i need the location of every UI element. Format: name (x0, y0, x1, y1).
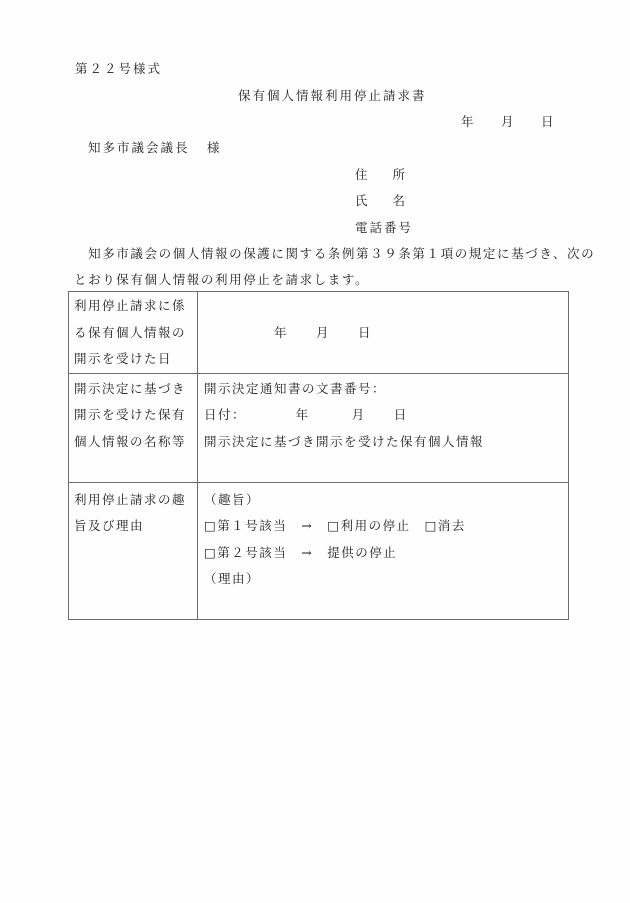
addressee-honorific: 様 (207, 140, 220, 155)
disclosure-date-value: 年 月 日 (204, 324, 373, 340)
label-line: 開示決定に基づき (74, 380, 187, 396)
label-line: 個人情報の名称等 (74, 433, 187, 449)
label-line: 開示を受けた日 (74, 351, 173, 366)
form-number: 第２２号様式 (75, 61, 163, 76)
address-label: 住 所 (355, 167, 406, 182)
label-purpose-reason (69, 482, 198, 620)
disclosed-info-name: 開示決定に基づき開示を受けた保有個人情報 (204, 433, 485, 449)
document-title: 保有個人情報利用停止請求書 (238, 88, 427, 103)
option-item-2-checkbox[interactable]: □第２号該当 → 提供の停止 (204, 544, 398, 560)
content-line (198, 593, 568, 620)
field-disclosure-date[interactable] (198, 292, 569, 374)
label-line: 利用停止請求に係 (74, 298, 187, 313)
label-line: 開示を受けた保有 (74, 407, 187, 422)
date-month: 月 (501, 114, 514, 129)
label-line: る保有個人情報の (74, 324, 187, 340)
field-disclosed-info[interactable] (198, 373, 569, 482)
label-line: 利用停止請求の趣 (74, 491, 187, 507)
notice-date: 日付： 年 月 日 (204, 407, 408, 422)
reason-heading: （理由） (204, 571, 261, 586)
intro-line-2: とおり保有個人情報の利用停止を請求します。 (74, 272, 370, 287)
table-row-purpose-reason (69, 482, 569, 620)
label-line: 旨及び理由 (74, 518, 145, 533)
label-disclosure-date (69, 292, 198, 374)
purpose-heading: （趣旨） (204, 491, 261, 507)
date-year: 年 (461, 114, 474, 129)
notice-document-number: 開示決定通知書の文書番号： (204, 380, 387, 396)
label-line (69, 540, 197, 567)
name-label: 氏 名 (355, 193, 406, 208)
phone-label: 電話番号 (355, 220, 414, 235)
table-row-disclosure-date (69, 292, 569, 374)
label-line (69, 566, 197, 593)
content-line (198, 455, 568, 482)
intro-line-1: 知多市議会の個人情報の保護に関する条例第３９条第１項の規定に基づき、次の (74, 246, 596, 261)
table-row-disclosed-info (69, 373, 569, 482)
content-line (198, 293, 568, 320)
label-line (69, 455, 197, 482)
date-day: 日 (541, 114, 554, 129)
label-disclosed-info (69, 373, 198, 482)
field-purpose-reason[interactable] (198, 482, 569, 620)
option-item-1-checkboxes[interactable]: □第１号該当 → □利用の停止 □消去 (204, 518, 466, 533)
content-line (198, 346, 568, 373)
addressee-name: 知多市議会議長 (88, 140, 190, 155)
request-table (68, 291, 569, 620)
label-line (69, 593, 197, 620)
